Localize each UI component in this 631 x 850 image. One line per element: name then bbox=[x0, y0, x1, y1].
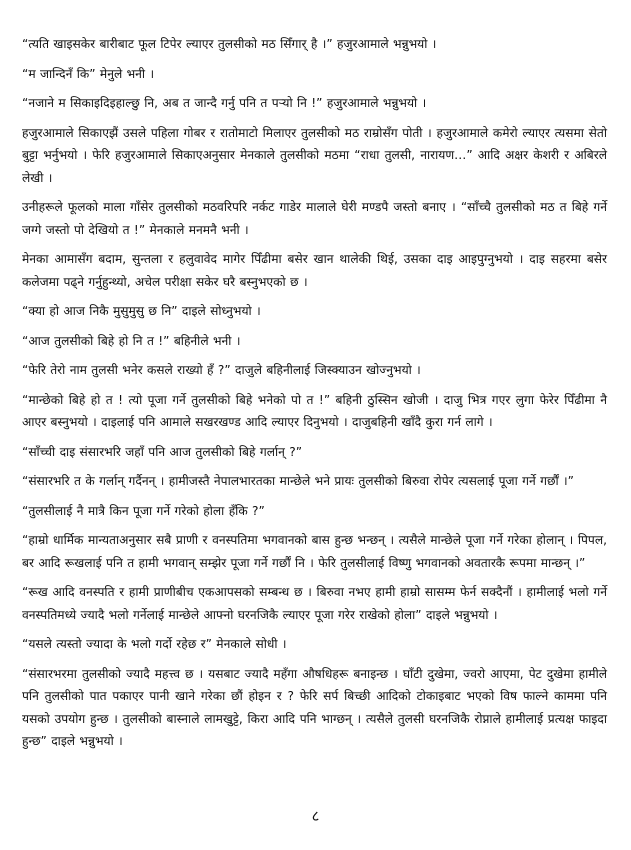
paragraph: “तुलसीलाई नै मात्रै किन पूजा गर्ने गरेको होला हँकि ?” bbox=[22, 503, 265, 518]
paragraph: “त्यति खाइसकेर बारीबाट फूल टिपेर ल्याएर तुलसीको मठ सिँगार् है ।” हजुरआमाले भन्नुभयो । bbox=[22, 37, 437, 51]
paragraph: “यसले त्यस्तो ज्यादा के भलो गर्दो रहेछ र” मेनकाले सोधी । bbox=[22, 637, 287, 651]
paragraph: “साँच्ची दाइ संसारभरि जहाँ पनि आज तुलसीको बिहे गर्लान् ?” bbox=[22, 444, 303, 459]
paragraph: “संसारभरमा तुलसीको ज्यादै महत्त्व छ । यसबाट ज्यादै महँगा औषधिहरू बनाइन्छ । घाँटी दुखेमा, ज्वरो आएमा, पेट दुखेमा हामीले पनि तुलसीको पात पकाएर पानी खाने गरेका छौं होइन र ? फेरि सर्प बिच्छी आदिको टोकाइबाट भएको विष फाल्ने काममा पनि यसको उपयोग हुन्छ । तुलसीको बास्नाले लामखुट्टे, किरा आदि पनि भाग्छन् । त्यसैले तुलसी घरनजिकै रोप्नाले हामीलाई प्रत्यक्ष फाइदा हुन्छ” दाइले भन्नुभयो । bbox=[22, 666, 607, 748]
paragraph: “नजाने म सिकाइदिइहाल्छु नि, अब त जान्दै गर्नु पनि त पर्‍यो नि !” हजुरआमाले भन्नुभयो । bbox=[22, 96, 427, 110]
paragraph: “संसारभरि त के गर्लान् गर्दैनन् । हामीजस्तै नेपालभारतका मान्छेले भने प्रायः तुलसीको बिरुवा रोपेर त्यसलाई पूजा गर्ने गर्छौं ।” bbox=[22, 474, 574, 488]
paragraph: “फेरि तेरो नाम तुलसी भनेर कसले राख्यो हँ ?” दाजुले बहिनीलाई जिस्क्याउन खोज्नुभयो । bbox=[22, 363, 421, 377]
paragraph: “रूख आदि वनस्पति र हामी प्राणीबीच एकआपसको सम्बन्ध छ । बिरुवा नभए हामी हाम्रो सासम्म फेर्न सक्दैनौं । हामीलाई भलो गर्ने वनस्पतिमध्ये ज्यादै भलो गर्नेलाई मान्छेले आफ्नो घरनजिकै ल्याएर पूजा गरेर राखेको होला” दाइले भन्नुभयो । bbox=[22, 585, 607, 622]
paragraph: मेनका आमासँग बदाम, सुन्तला र हलुवावेद मागेर पिँढीमा बसेर खान थालेकी थिई, उसका दाइ आइपुग्नुभयो । दाइ सहरमा बसेर कलेजमा पढ्ने गर्नुहुन्थ्यो, अचेल परीक्षा सकेर घरै बस्नुभएको छ । bbox=[22, 252, 607, 289]
paragraph: “आज तुलसीको बिहे हो नि त !” बहिनीले भनी । bbox=[22, 333, 241, 348]
paragraph: उनीहरूले फूलको माला गाँसेर तुलसीको मठवरिपरि नर्कट गाडेर मालाले घेरी मण्डपै जस्तो बनाए । “साँच्चै तुलसीको मठ त बिहे गर्ने जग्गे जस्तो पो देखियो त !” मेनकाले मनमनै भनी । bbox=[22, 200, 607, 237]
paragraph: “क्या हो आज निकै मुसुमुसु छ नि” दाइले सोध्नुभयो । bbox=[22, 304, 261, 318]
paragraph: हजुरआमाले सिकाएझैं उसले पहिला गोबर र रातोमाटो मिलाएर तुलसीको मठ राम्रोसँग पोती । हजुरआमाले कमेरो ल्याएर त्यसमा सेतो बुट्टा भर्नुभयो । फेरि हजुरआमाले सिकाएअनुसार मेनकाले तुलसीको मठमा “राधा तुलसी, नारायण…” आदि अक्षर केशरी र अबिरले लेखी । bbox=[22, 125, 607, 185]
paragraph: “मान्छेको बिहे हो त ! त्यो पूजा गर्ने तुलसीको बिहे भनेको पो त !” बहिनी ठुस्सिन खोजी । दाजु भित्र गएर लुगा फेरेर पिँढीमा नै आएर बस्नुभयो । दाइलाई पनि आमाले सखरखण्ड आदि ल्याएर दिनुभयो । दाजुबहिनी खाँदै कुरा गर्न लागे । bbox=[22, 392, 607, 429]
paragraph: “हाम्रो धार्मिक मान्यताअनुसार सबै प्राणी र वनस्पतिमा भगवानको बास हुन्छ भन्छन् । त्यसैले मान्छेले पूजा गर्ने गरेका होलान् । पिपल, बर आदि रूखलाई पनि त हामी भगवान् सम्झेर पूजा गर्ने गर्छौं नि । फेरि तुलसीलाई विष्णु भगवानको अवतारकै रूपमा मान्छन् ।” bbox=[22, 533, 607, 570]
paragraph: “म जान्दिनँ कि” मेनुले भनी । bbox=[22, 66, 155, 81]
page-number: ८ bbox=[311, 807, 320, 825]
